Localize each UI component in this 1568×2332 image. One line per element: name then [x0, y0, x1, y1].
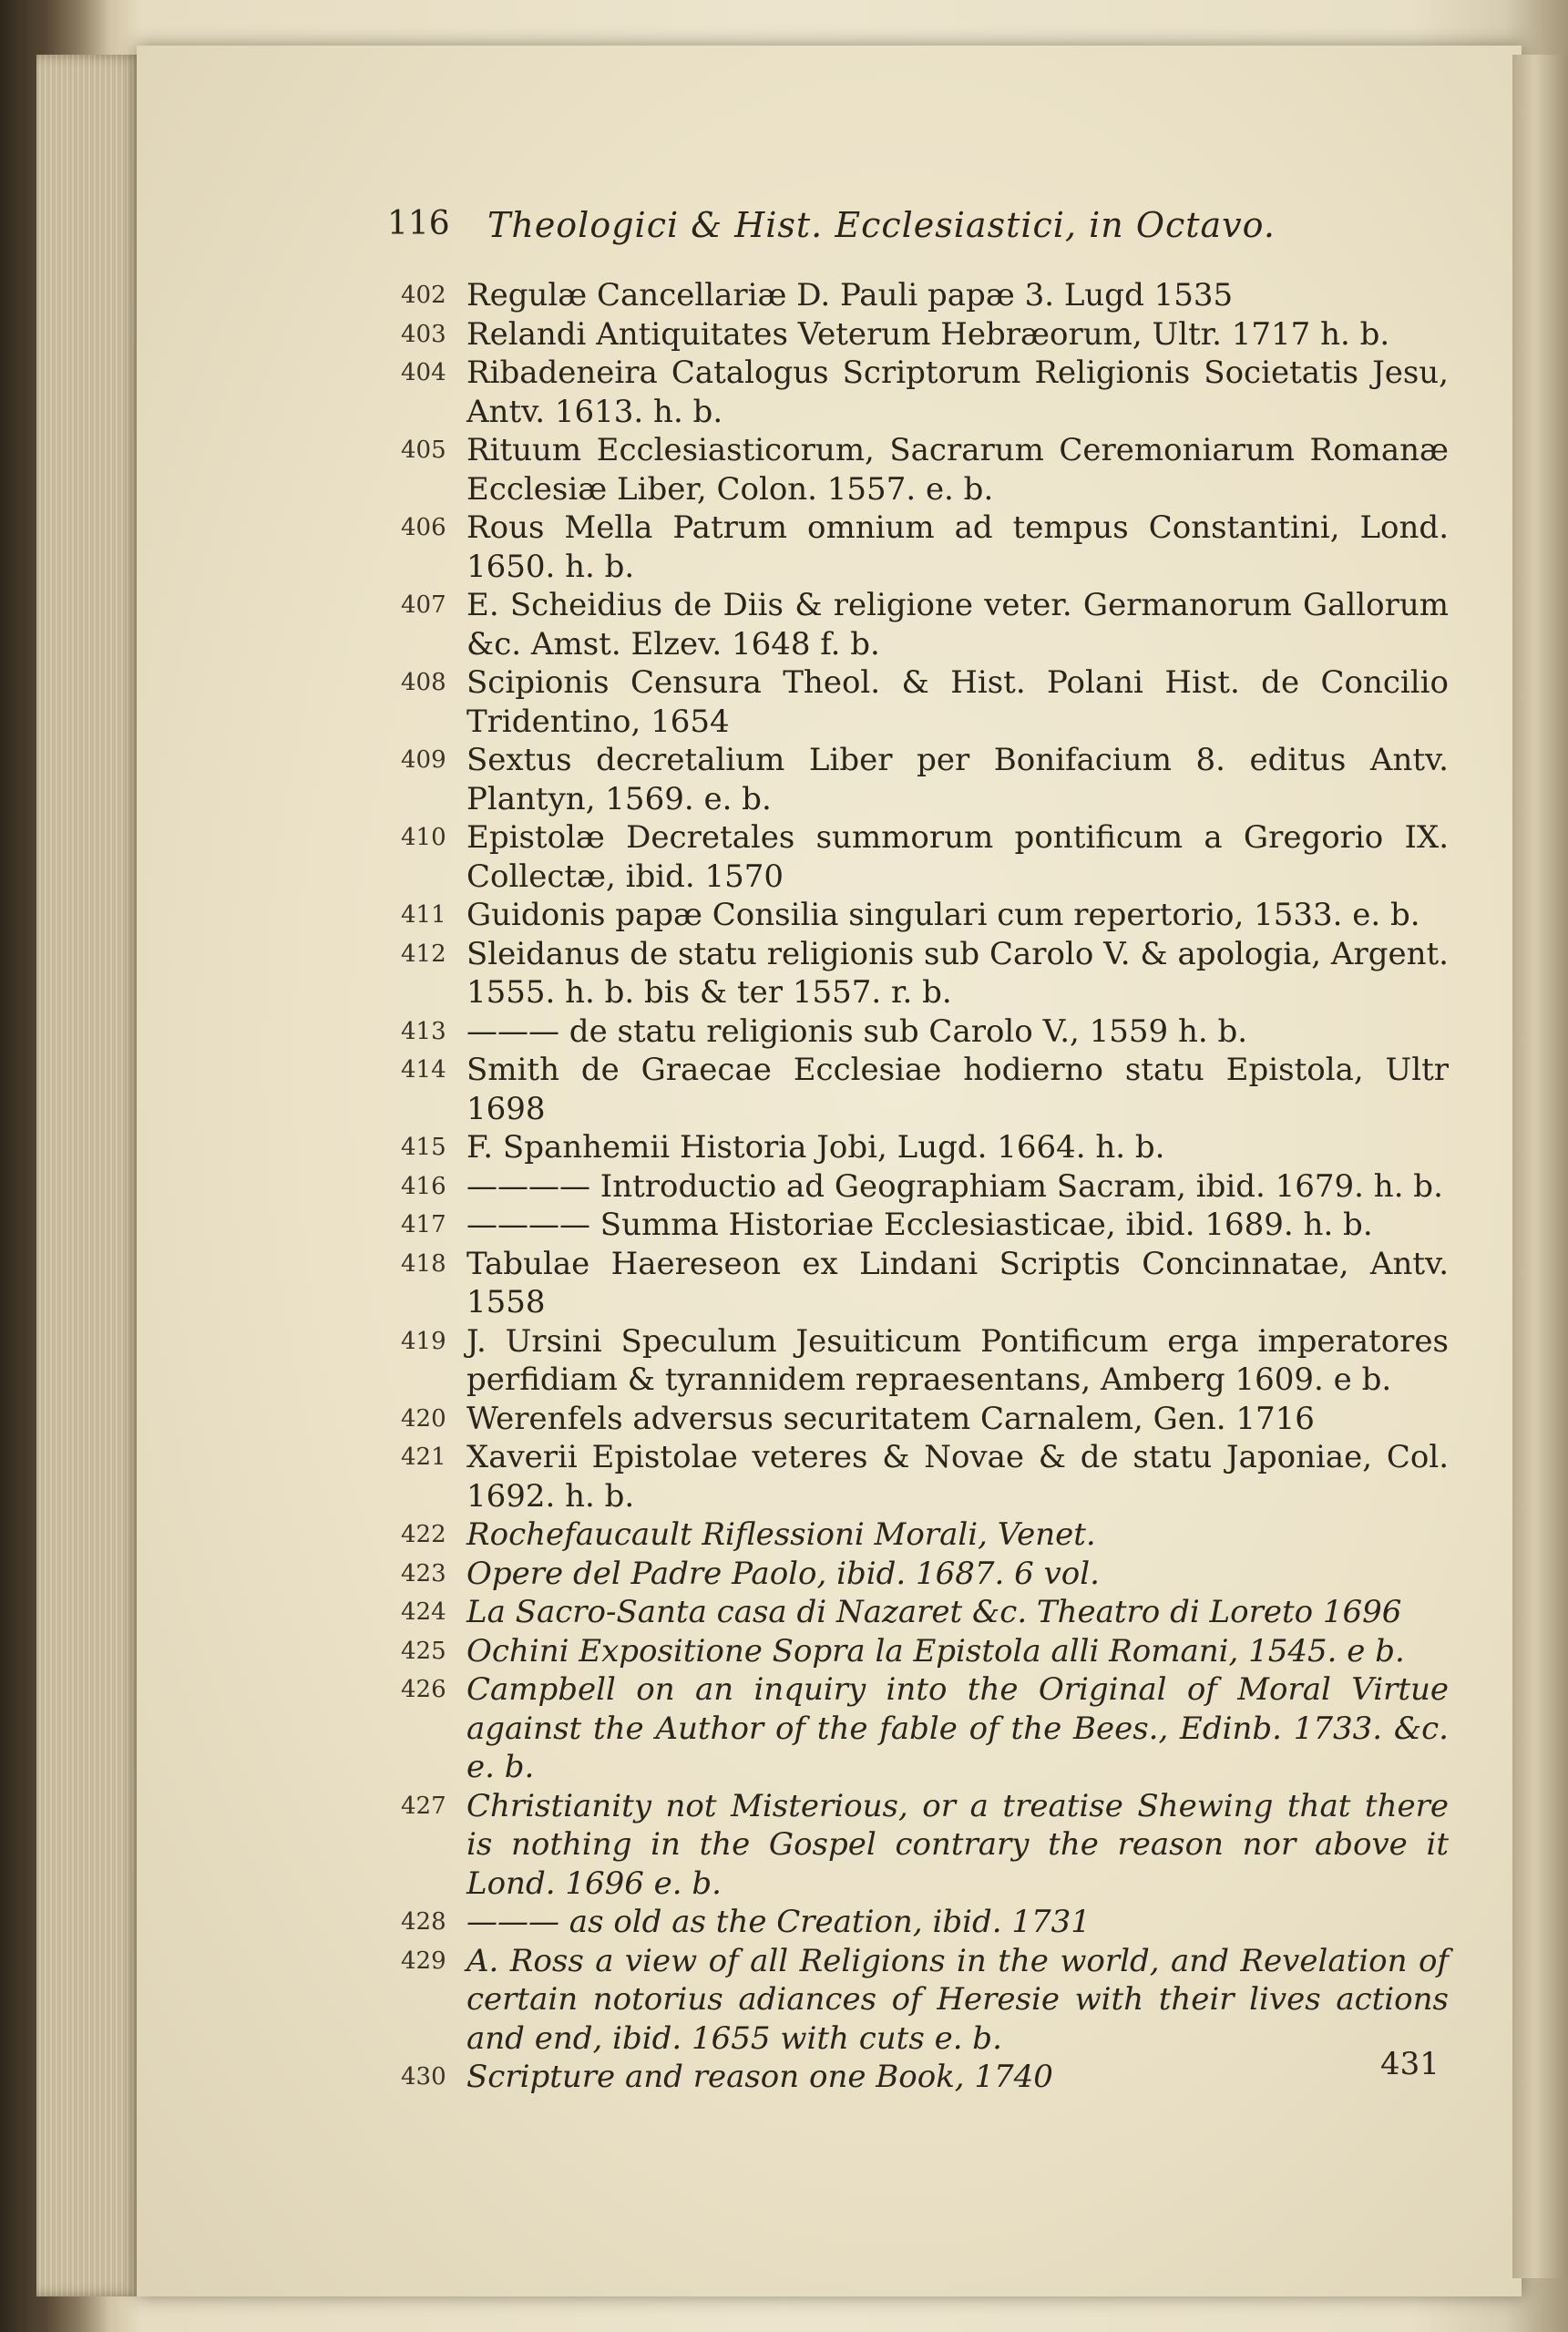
entry-number: 420: [401, 1404, 446, 1433]
catalogue-entry: [401, 896, 1449, 935]
entry-number: 406: [401, 514, 446, 541]
entry-number: 418: [401, 1249, 446, 1278]
entry-text: Campbell on an inquiry into the Original of Moral Virtue against the Author of the fable of the Bees., Edinb. 1733. &c. e. b.: [466, 1671, 1449, 1785]
catalogue-entry: [401, 586, 1449, 663]
entry-number: 429: [401, 1947, 446, 1975]
catalogue-entry: [401, 1555, 1449, 1594]
catalogue-entry: [401, 935, 1449, 1012]
catalogue-entry: [401, 509, 1449, 586]
entry-text: ———— Summa Historiae Ecclesiasticae, ibid. 1689. h. b.: [466, 1207, 1373, 1243]
entry-text: La Sacro-Santa casa di Nazaret &c. Theatro di Loreto 1696: [466, 1594, 1402, 1630]
entry-number: 410: [401, 824, 446, 851]
entry-text: Rituum Ecclesiasticorum, Sacrarum Ceremoniarum Romanæ Ecclesiæ Liber, Colon. 1557. e. b.: [466, 432, 1449, 508]
catalogue-entry: [401, 1632, 1449, 1671]
catalogue-entry: [401, 354, 1449, 431]
entry-number: 405: [401, 437, 446, 464]
entry-number: 425: [401, 1637, 446, 1665]
entry-text: Ribadeneira Catalogus Scriptorum Religionis Societatis Jesu, Antv. 1613. h. b.: [466, 354, 1449, 430]
catchword: 431: [1380, 2046, 1440, 2082]
catalogue-entry: [401, 663, 1449, 741]
catalogue-entry: [401, 2058, 1449, 2097]
catalogue-entry: [401, 818, 1449, 896]
entry-number: 407: [401, 591, 446, 619]
entry-number: 415: [401, 1134, 446, 1161]
catalogue-entry: [401, 431, 1449, 509]
entry-number: 417: [401, 1211, 446, 1238]
entry-number: 421: [401, 1443, 446, 1471]
entry-number: 414: [401, 1056, 446, 1084]
entry-number: 411: [401, 901, 446, 929]
entry-number: 404: [401, 359, 446, 386]
entry-number: 422: [401, 1521, 446, 1548]
entry-number: 413: [401, 1017, 446, 1045]
catalogue-entry: [401, 1128, 1449, 1167]
catalogue-entry: [401, 1515, 1449, 1555]
entry-text: F. Spanhemii Historia Jobi, Lugd. 1664. h. b.: [466, 1129, 1165, 1166]
facing-page-edge: [1512, 55, 1568, 2278]
catalogue-entries: [401, 276, 1449, 2097]
catalogue-entry: [401, 1245, 1449, 1322]
catalogue-entry: [401, 315, 1449, 354]
page-edges: [36, 55, 146, 2296]
page-number: 116: [387, 205, 450, 242]
catalogue-entry: [401, 1012, 1449, 1052]
catalogue-entry: [401, 1400, 1449, 1439]
entry-number: 416: [401, 1172, 446, 1200]
entry-number: 430: [401, 2063, 446, 2091]
entry-number: 428: [401, 1908, 446, 1936]
entry-number: 408: [401, 669, 446, 696]
entry-number: 419: [401, 1327, 446, 1355]
entry-text: ———— Introductio ad Geographiam Sacram, ibid. 1679. h. b.: [466, 1167, 1443, 1205]
entry-number: 423: [401, 1559, 446, 1587]
catalogue-entry: [401, 1593, 1449, 1632]
catalogue-entry: [401, 1670, 1449, 1787]
entry-text: E. Scheidius de Diis & religione veter. Germanorum Gallorum &c. Amst. Elzev. 1648 f. b.: [466, 587, 1449, 663]
entry-number: 402: [401, 282, 446, 309]
entry-text: Smith de Graecae Ecclesiae hodierno statu Epistola, Ultr 1698: [466, 1052, 1449, 1127]
entry-text: Sleidanus de statu religionis sub Carolo V. & apologia, Argent. 1555. h. b. bis & ter 1557. r. b.: [466, 935, 1449, 1011]
entry-text: ——— as old as the Creation, ibid. 1731: [466, 1904, 1091, 1940]
entry-text: Rous Mella Patrum omnium ad tempus Constantini, Lond. 1650. h. b.: [466, 509, 1449, 585]
entry-text: Epistolæ Decretales summorum pontificum a Gregorio IX. Collectæ, ibid. 1570: [466, 819, 1449, 895]
entry-number: 424: [401, 1598, 446, 1626]
entry-text: Ochini Expositione Sopra la Epistola alli Romani, 1545. e b.: [466, 1632, 1405, 1669]
entry-text: Relandi Antiquitates Veterum Hebræorum, Ultr. 1717 h. b.: [466, 315, 1390, 353]
running-header: [387, 205, 1462, 269]
catalogue-entry: [401, 276, 1449, 315]
running-title: Theologici & Hist. Ecclesiastici, in Octavo.: [487, 205, 1276, 245]
catalogue-entry: [401, 1438, 1449, 1515]
entry-text: Xaverii Epistolae veteres & Novae & de statu Japoniae, Col. 1692. h. b.: [466, 1439, 1449, 1515]
entry-text: ——— de statu religionis sub Carolo V., 1559 h. b.: [466, 1012, 1248, 1050]
entry-text: Tabulae Haereseon ex Lindani Scriptis Concinnatae, Antv. 1558: [466, 1245, 1449, 1320]
catalogue-entry: [401, 1942, 1449, 2059]
entry-number: 412: [401, 940, 446, 968]
catalogue-entry: [401, 1051, 1449, 1128]
entry-text: Sextus decretalium Liber per Bonifacium 8. editus Antv. Plantyn, 1569. e. b.: [466, 742, 1449, 817]
entry-text: Regulæ Cancellariæ D. Pauli papæ 3. Lugd 1535: [466, 277, 1234, 313]
entry-number: 403: [401, 320, 446, 348]
catalogue-entry: [401, 1903, 1449, 1942]
entry-text: J. Ursini Speculum Jesuiticum Pontificum erga imperatores perfidiam & tyrannidem repraesentans, Amberg 1609. e b.: [466, 1322, 1449, 1398]
catalogue-entry: [401, 1787, 1449, 1904]
catalogue-entry: [401, 1206, 1449, 1245]
entry-text: Scipionis Censura Theol. & Hist. Polani Hist. de Concilio Tridentino, 1654: [466, 664, 1449, 740]
entry-number: 426: [401, 1676, 446, 1703]
entry-text: Opere del Padre Paolo, ibid. 1687. 6 vol.: [466, 1555, 1100, 1592]
entry-text: Guidonis papæ Consilia singulari cum repertorio, 1533. e. b.: [466, 897, 1420, 933]
entry-text: Rochefaucault Riflessioni Morali, Venet.: [466, 1516, 1096, 1553]
entry-text: Scripture and reason one Book, 1740: [466, 2059, 1053, 2095]
catalogue-entry: [401, 741, 1449, 818]
catalogue-entry: [401, 1167, 1449, 1207]
entry-number: 427: [401, 1792, 446, 1820]
entry-number: 409: [401, 746, 446, 774]
entry-text: A. Ross a view of all Religions in the world, and Revelation of certain notorius adiances of Heresie with their lives actions and end, ibid. 1655 with cuts e. b.: [466, 1942, 1449, 2057]
entry-text: Christianity not Misterious, or a treatise Shewing that there is nothing in the Gospel contrary the reason nor above it Lond. 1696 e. b.: [466, 1787, 1449, 1902]
entry-text: Werenfels adversus securitatem Carnalem, Gen. 1716: [466, 1400, 1315, 1437]
catalogue-entry: [401, 1322, 1449, 1400]
